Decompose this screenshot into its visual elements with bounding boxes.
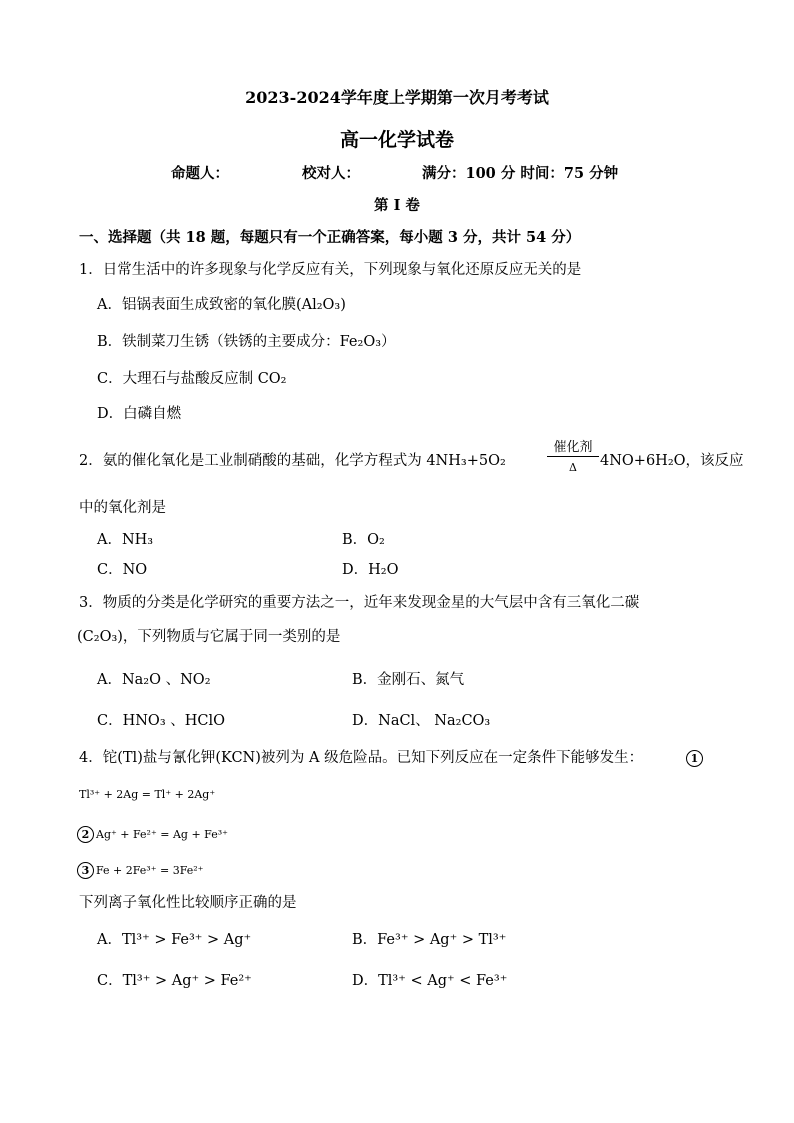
q4-reaction-3-row xyxy=(77,860,203,881)
q4-reaction-3: Fe + 2Fe³⁺ = 3Fe²⁺ xyxy=(96,864,204,877)
circled-number-icon: 1 xyxy=(686,750,703,767)
q4-reaction-2-row xyxy=(77,824,228,845)
q1-option-b: B．铁制菜刀生锈（铁锈的主要成分：Fe₂O₃） xyxy=(97,334,396,350)
circled-number-icon: 2 xyxy=(77,826,94,843)
q2-stem-post: 4NO+6H₂O，该反应 xyxy=(600,453,744,469)
q2-stem-pre: 2．氨的催化氧化是工业制硝酸的基础，化学方程式为 4NH₃+5O₂ xyxy=(79,453,506,469)
checker-label: 校对人： xyxy=(302,165,360,182)
q4-reaction-1-marker xyxy=(686,748,705,768)
q4-option-c: C．Tl³⁺ > Ag⁺ > Fe²⁺ xyxy=(97,973,252,989)
q3-option-d: D．NaCl、 Na₂CO₃ xyxy=(352,713,491,729)
q4-reaction-1: Tl³⁺ + 2Ag = Tl⁺ + 2Ag⁺ xyxy=(79,788,216,801)
q2-option-b: B．O₂ xyxy=(342,532,385,548)
section-heading: 一、选择题（共 18 题，每题只有一个正确答案，每小题 3 分，共计 54 分） xyxy=(79,229,581,246)
author-label: 命题人： xyxy=(171,165,229,182)
score-time: 满分：100 分 时间：75 分钟 xyxy=(422,165,619,182)
catalyst-label: 催化剂 xyxy=(547,440,599,457)
q4-option-a: A．Tl³⁺ > Fe³⁺ > Ag⁺ xyxy=(97,932,252,948)
exam-subtitle: 高一化学试卷 xyxy=(339,129,454,151)
q1-option-d: D．白磷自燃 xyxy=(97,406,182,422)
exam-title: 2023-2024学年度上学期第一次月考考试 xyxy=(245,88,549,107)
q1-option-a: A．铝锅表面生成致密的氧化膜(Al₂O₃) xyxy=(97,297,346,313)
q2-stem-line2: 中的氧化剂是 xyxy=(79,500,166,516)
q1-option-c: C．大理石与盐酸反应制 CO₂ xyxy=(97,371,287,387)
q3-option-c: C．HNO₃ 、HClO xyxy=(97,713,226,729)
q3-stem-line2: (C₂O₃)，下列物质与它属于同一类别的是 xyxy=(77,629,341,645)
part-label: 第 I 卷 xyxy=(374,197,420,214)
q2-option-d: D．H₂O xyxy=(342,562,399,578)
q3-stem: 3．物质的分类是化学研究的重要方法之一，近年来发现金星的大气层中含有三氧化二碳 xyxy=(79,595,640,611)
q1-stem: 1．日常生活中的许多现象与化学反应有关，下列现象与氧化还原反应无关的是 xyxy=(79,262,582,278)
q3-option-a: A．Na₂O 、NO₂ xyxy=(97,672,211,688)
q4-stem: 4．铊(Tl)盐与氰化钾(KCN)被列为 A 级危险品。已知下列反应在一定条件下能够发生： xyxy=(79,750,644,766)
heat-symbol: Δ xyxy=(569,461,577,474)
q4-ask: 下列离子氧化性比较顺序正确的是 xyxy=(79,895,297,911)
circled-number-icon: 3 xyxy=(77,862,94,879)
q2-option-a: A．NH₃ xyxy=(97,532,154,548)
q4-option-d: D．Tl³⁺ < Ag⁺ < Fe³⁺ xyxy=(352,973,508,989)
q4-option-b: B．Fe³⁺ > Ag⁺ > Tl³⁺ xyxy=(352,932,507,948)
q4-reaction-2: Ag⁺ + Fe²⁺ = Ag + Fe³⁺ xyxy=(96,828,228,841)
q3-option-b: B．金刚石、氮气 xyxy=(352,672,465,688)
q2-option-c: C．NO xyxy=(97,562,148,578)
